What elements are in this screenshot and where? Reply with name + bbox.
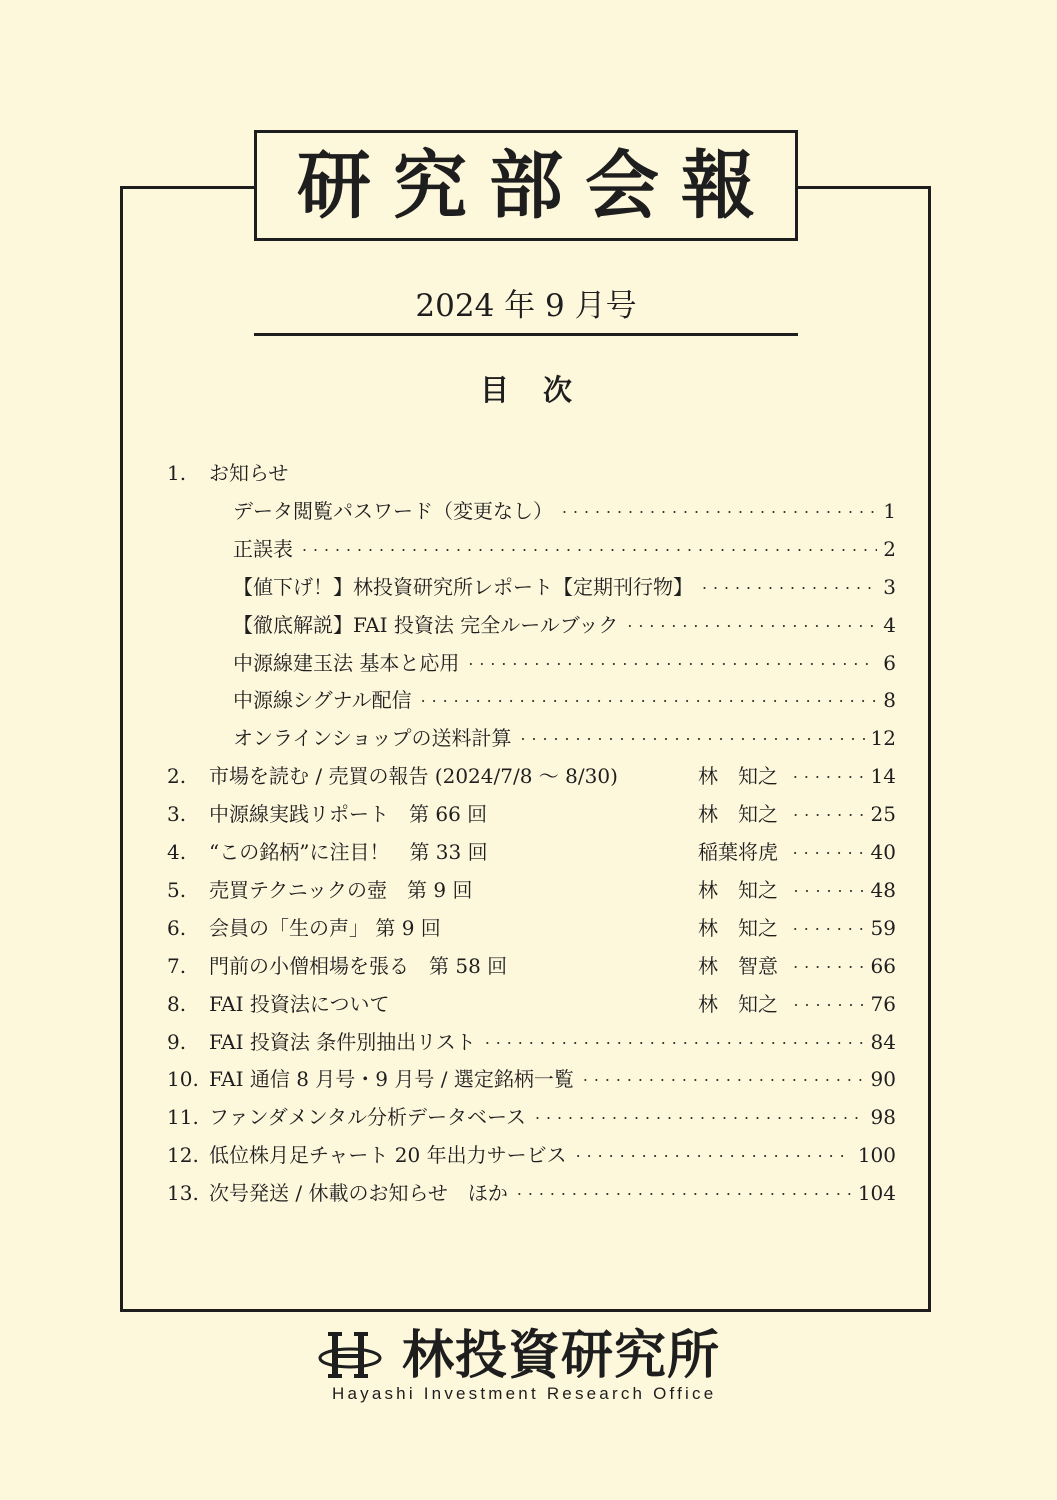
toc-page-number: 66 <box>870 953 896 978</box>
toc-title: 次号発送 / 休載のお知らせ ほか <box>209 1181 508 1206</box>
publisher-english-name: Hayashi Investment Research Office <box>332 1384 717 1403</box>
toc-leader-dots <box>624 608 877 642</box>
toc-author: 稲葉将虎 <box>698 840 778 864</box>
toc-leader-dots <box>465 646 877 680</box>
toc-leader-dots <box>418 683 878 717</box>
toc-title: 正誤表 <box>233 536 293 561</box>
toc-row <box>167 1027 896 1057</box>
toc-author: 林 知之 <box>698 877 778 902</box>
toc-title: 低位株月足チャート 20 年出力サービス <box>209 1143 567 1168</box>
toc-leader-dots <box>790 949 864 983</box>
toc-row <box>167 837 896 867</box>
toc-row <box>167 913 896 943</box>
toc-number: 1. <box>167 461 187 485</box>
toc-row <box>167 1064 896 1094</box>
toc-row <box>167 1140 896 1170</box>
toc-title: 会員の「生の声」 第 9 回 <box>209 915 441 940</box>
toc-number: 12. <box>167 1143 199 1168</box>
toc-page-number: 100 <box>857 1143 896 1168</box>
toc-page-number: 98 <box>870 1105 896 1130</box>
toc-author: 林 知之 <box>698 764 778 789</box>
toc-title: FAI 投資法について <box>209 991 390 1016</box>
toc-title: 中源線実践リポート 第 66 回 <box>209 802 488 827</box>
toc-row <box>167 989 896 1019</box>
toc-number: 4. <box>167 840 187 864</box>
toc-row <box>233 496 896 526</box>
toc-leader-dots <box>790 759 865 793</box>
toc-title: 売買テクニックの壺 第 9 回 <box>209 877 473 902</box>
publication-title: 研究部会報 <box>297 142 777 229</box>
toc-leader-dots <box>699 570 877 604</box>
toc-page-number: 3 <box>883 574 896 599</box>
publisher-name: 林投資研究所 <box>402 1326 721 1386</box>
toc-page-number: 2 <box>883 536 896 561</box>
toc-leader-dots <box>790 873 864 907</box>
toc-leader-dots <box>518 721 865 755</box>
toc-page-number: 25 <box>870 802 896 827</box>
toc-leader-dots <box>299 532 877 566</box>
toc-title: FAI 投資法 条件別抽出リスト <box>209 1029 476 1054</box>
toc-row <box>233 610 896 640</box>
toc-row <box>233 723 896 753</box>
toc-leader-dots <box>580 1062 865 1096</box>
toc-title: データ閲覧パスワード（変更なし） <box>233 498 553 523</box>
toc-page-number: 84 <box>870 1029 896 1054</box>
toc-leader-dots <box>514 1176 852 1210</box>
toc-leader-dots <box>790 987 864 1021</box>
toc-number: 11. <box>167 1105 199 1130</box>
issue-date: 2024 年 9 月号 <box>415 288 637 324</box>
toc-number: 5. <box>167 877 187 902</box>
toc-title: 【徹底解説】FAI 投資法 完全ルールブック <box>233 612 619 637</box>
toc-number: 7. <box>167 953 187 978</box>
toc-row <box>233 572 896 602</box>
toc-title: 市場を読む / 売買の報告 (2024/7/8 ～ 8/30) <box>209 764 618 789</box>
publisher-logo <box>318 1326 738 1406</box>
toc-leader-dots <box>790 797 864 831</box>
toc-author: 林 知之 <box>698 802 778 827</box>
toc-author: 林 知之 <box>698 991 778 1016</box>
toc-page-number: 6 <box>883 650 896 675</box>
toc-author: 林 智意 <box>698 953 778 978</box>
hayashi-logo-icon <box>318 1330 382 1380</box>
toc-leader-dots <box>790 835 865 869</box>
toc-title: FAI 通信 8 月号・9 月号 / 選定銘柄一覧 <box>209 1067 574 1092</box>
toc-page-number: 90 <box>870 1067 896 1092</box>
toc-page-number: 104 <box>857 1181 896 1206</box>
toc-row <box>233 685 896 715</box>
toc-heading: 目 次 <box>479 373 585 407</box>
toc-title: 中源線シグナル配信 <box>233 688 412 713</box>
toc-title: 中源線建玉法 基本と応用 <box>233 650 460 675</box>
toc-row <box>167 875 896 905</box>
toc-page-number: 76 <box>870 991 896 1016</box>
toc-number: 10. <box>167 1067 199 1092</box>
toc-page-number: 1 <box>883 498 896 523</box>
toc-leader-dots <box>532 1100 865 1134</box>
toc-page-number: 48 <box>870 877 896 902</box>
toc-leader-dots <box>482 1025 865 1059</box>
toc-row <box>167 951 896 981</box>
toc-number: 3. <box>167 802 187 827</box>
toc-page-number: 4 <box>883 612 896 637</box>
toc-number: 13. <box>167 1181 199 1206</box>
toc-number: 8. <box>167 991 187 1016</box>
toc-number: 2. <box>167 764 187 789</box>
toc-page-number: 40 <box>870 840 896 864</box>
toc-row <box>167 458 896 488</box>
toc-leader-dots <box>559 494 877 528</box>
toc-title: ファンダメンタル分析データベース <box>209 1105 526 1130</box>
toc-author: 林 知之 <box>698 915 778 940</box>
toc-row <box>233 648 896 678</box>
toc-title: オンラインショップの送料計算 <box>233 726 512 751</box>
toc-row <box>167 799 896 829</box>
toc-row <box>167 1178 896 1208</box>
toc-leader-dots <box>790 911 865 945</box>
toc-page-number: 8 <box>883 688 896 713</box>
toc-title: “この銘柄”に注目！ 第 33 回 <box>209 840 488 864</box>
toc-row <box>167 761 896 791</box>
toc-row <box>167 1102 896 1132</box>
toc-title: 門前の小僧相場を張る 第 58 回 <box>209 953 508 978</box>
toc-page-number: 14 <box>870 764 896 789</box>
toc-title: お知らせ <box>209 461 289 485</box>
toc-number: 6. <box>167 915 187 940</box>
toc-title: 【値下げ！】林投資研究所レポート【定期刊行物】 <box>233 574 693 599</box>
toc-leader-dots <box>573 1138 852 1172</box>
toc-page-number: 12 <box>870 726 896 751</box>
toc-row <box>233 534 896 564</box>
toc-number: 9. <box>167 1029 187 1054</box>
toc-page-number: 59 <box>870 915 896 940</box>
